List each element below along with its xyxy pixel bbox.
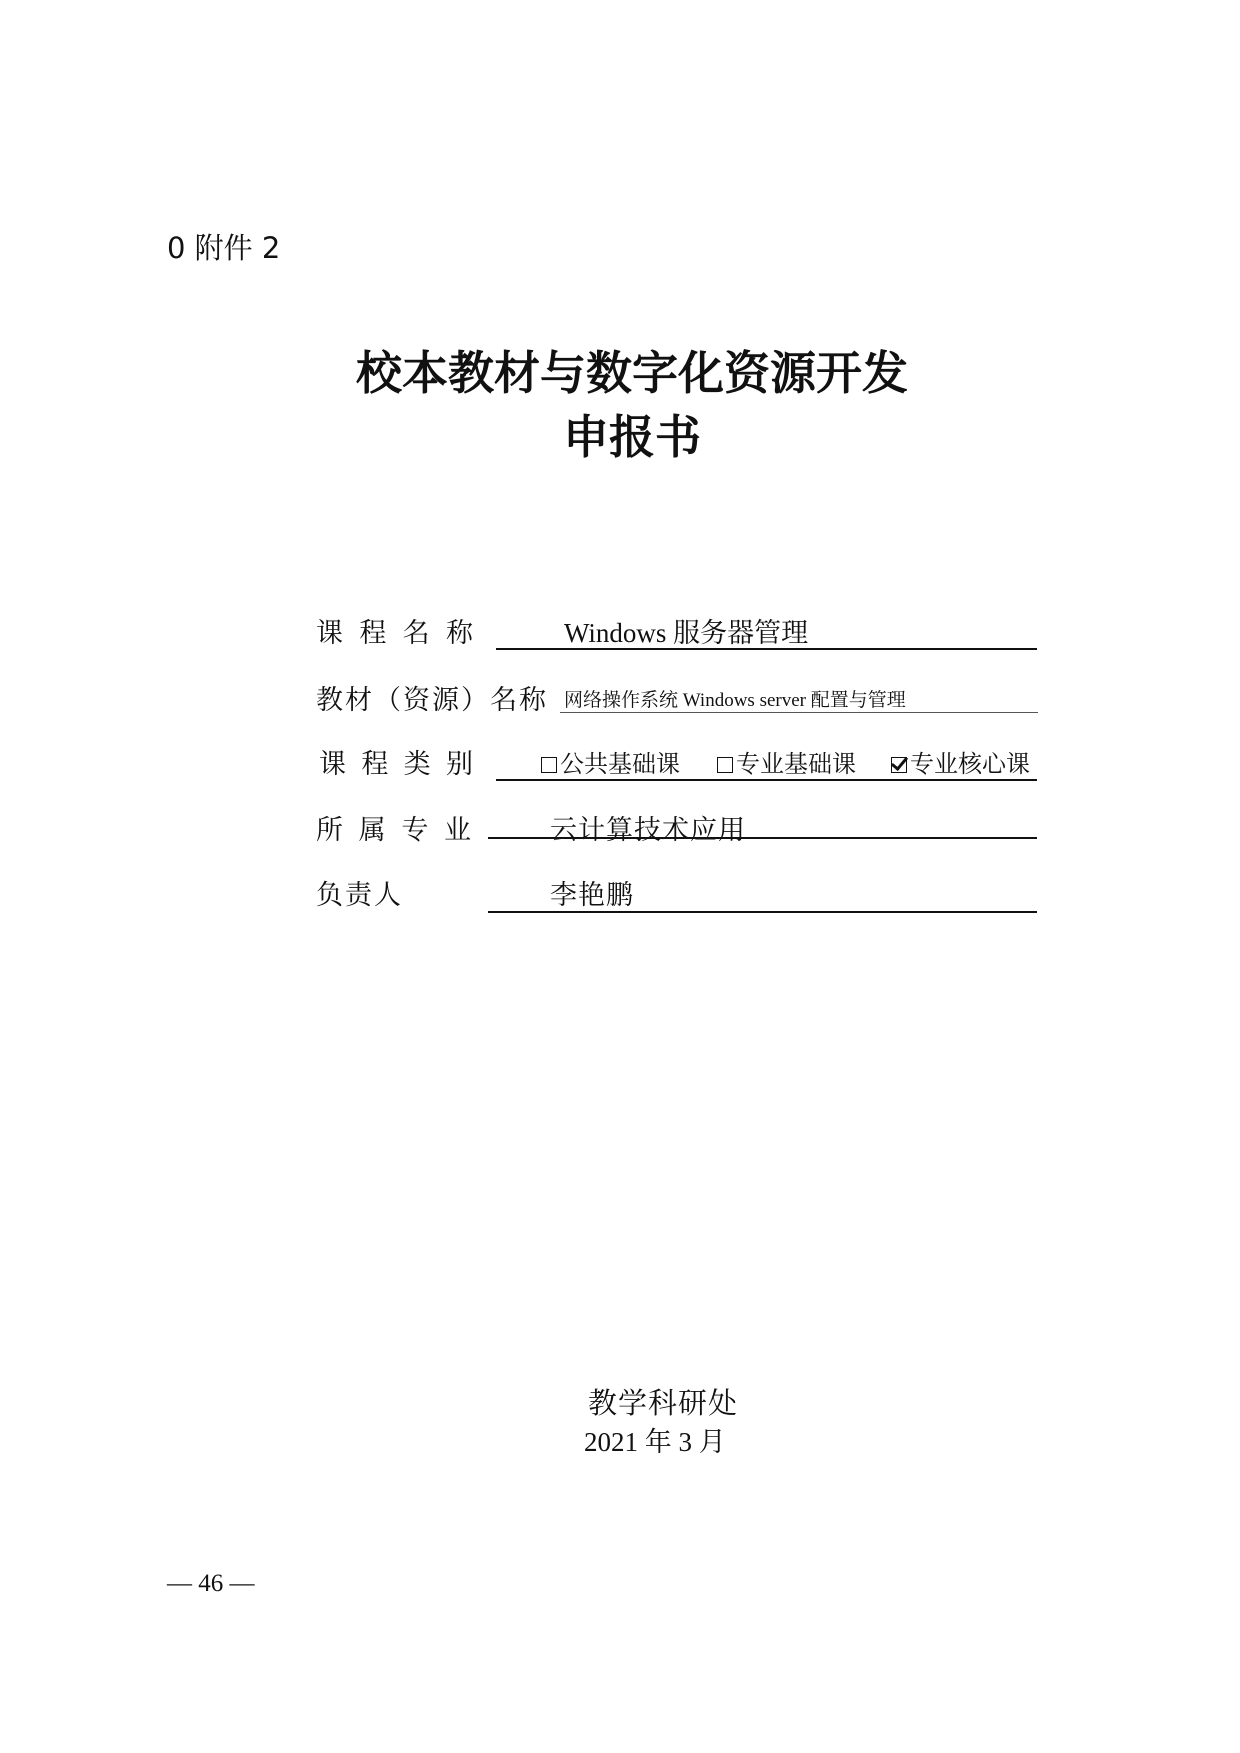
material-name-underline — [560, 712, 1038, 713]
category-option-major-core — [891, 753, 1030, 777]
page-number: — 46 — — [167, 1570, 255, 1597]
person-in-charge-label: 负责人 — [316, 880, 403, 910]
checkbox-unchecked-icon[interactable] — [541, 757, 557, 773]
issuer-department: 教学科研处 — [588, 1388, 739, 1420]
course-category-underline — [496, 779, 1037, 781]
course-name-underline — [496, 648, 1037, 650]
document-title: 校本教材与数字化资源开发 — [356, 346, 908, 400]
category-option-label: 专业核心课 — [910, 752, 1030, 778]
category-option-label: 专业基础课 — [736, 752, 856, 778]
course-category-label: 课 程 类 别 — [319, 749, 473, 779]
category-option-label: 公共基础课 — [560, 752, 680, 778]
major-value: 云计算技术应用 — [550, 815, 746, 845]
category-option-major-basic — [717, 753, 856, 777]
issue-date: 2021 年 3 月 — [584, 1427, 726, 1457]
document-subtitle: 申报书 — [563, 410, 701, 464]
major-underline — [488, 837, 1037, 839]
course-name-value: Windows 服务器管理 — [564, 618, 809, 648]
checkbox-unchecked-icon[interactable] — [717, 757, 733, 773]
attachment-label: 0 附件 2 — [167, 231, 281, 265]
material-name-label: 教材（资源）名称 — [316, 685, 548, 715]
person-in-charge-underline — [488, 911, 1037, 913]
checkbox-checked-icon[interactable] — [891, 757, 907, 773]
material-name-value: 网络操作系统 Windows server 配置与管理 — [564, 690, 906, 711]
major-label: 所 属 专 业 — [316, 815, 471, 845]
course-name-label: 课 程 名 称 — [316, 618, 473, 648]
category-option-public-basic — [541, 753, 680, 777]
person-in-charge-value: 李艳鹏 — [550, 880, 634, 910]
